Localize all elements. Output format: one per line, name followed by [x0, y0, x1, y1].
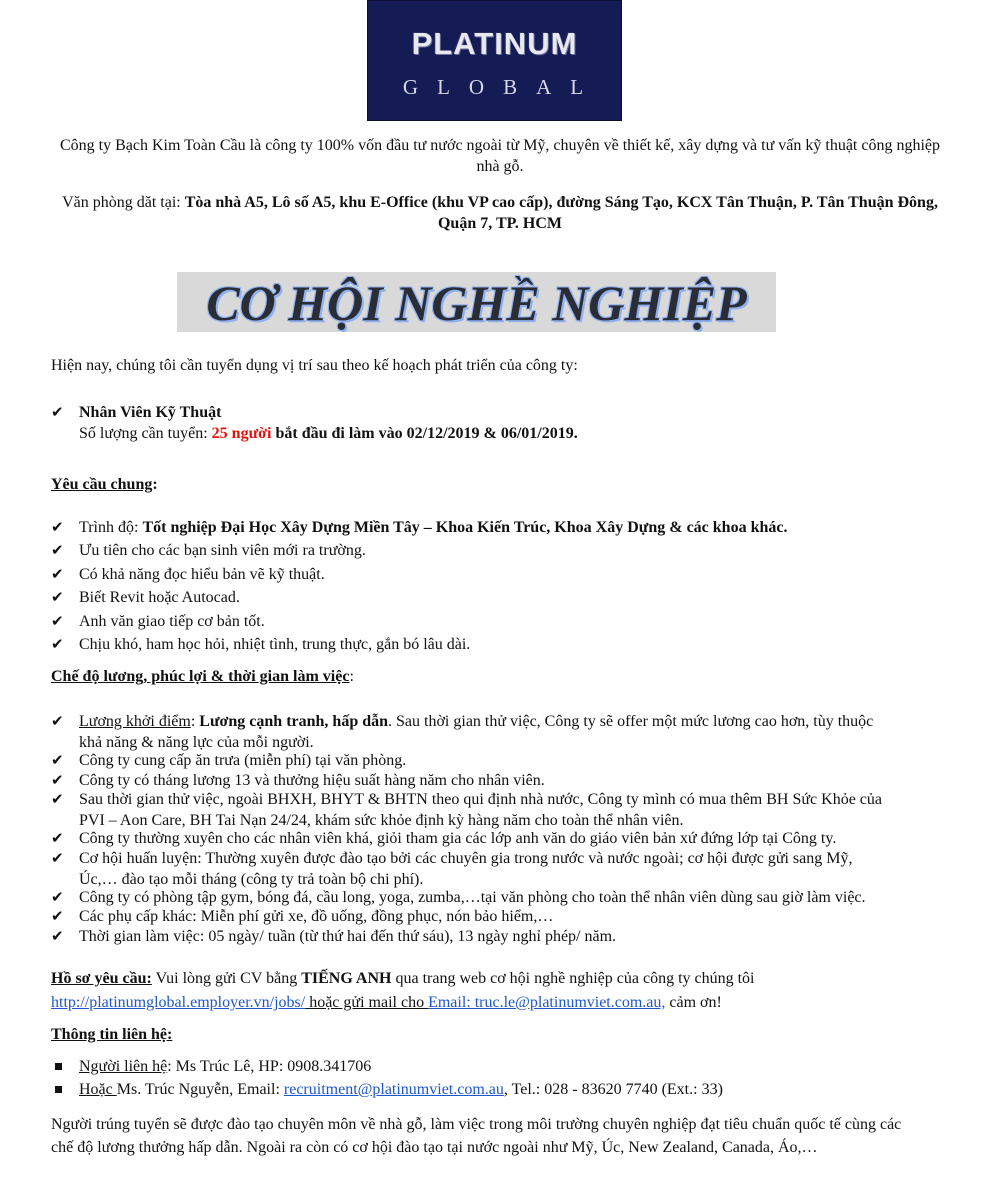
- check-icon: ✔: [51, 888, 64, 906]
- office-address-value: Tòa nhà A5, Lô số A5, khu E-Office (khu VP cao cấp), đường Sáng Tạo, KCX Tân Thuận, P. Tân Thuận Đông, Quận 7, TP. HCM: [184, 194, 938, 232]
- check-icon: ✔: [51, 849, 64, 867]
- check-icon: ✔: [51, 518, 64, 536]
- check-icon: ✔: [51, 829, 64, 847]
- jobs-url-link[interactable]: http://platinumglobal.employer.vn/jobs/: [51, 994, 306, 1011]
- qty-label: Số lượng cần tuyển:: [79, 425, 212, 442]
- office-label: Văn phòng dăt tại:: [62, 194, 185, 211]
- position-title: Nhân Viên Kỹ Thuật: [79, 404, 222, 421]
- bullet-square-icon: [55, 1063, 62, 1070]
- qty-start: bắt đầu đi làm vào 02/12/2019 & 06/01/2019.: [271, 425, 578, 442]
- check-icon: ✔: [51, 635, 64, 653]
- requirements-heading: Yêu cầu chung:: [51, 476, 158, 493]
- recruitment-email-link[interactable]: recruitment@platinumviet.com.au: [283, 1081, 504, 1098]
- office-address: [50, 192, 950, 234]
- check-icon: ✔: [51, 907, 64, 925]
- company-logo: [367, 0, 622, 121]
- check-icon: ✔: [51, 588, 64, 606]
- bullet-square-icon: [55, 1086, 62, 1093]
- job-posting-page: PLATINUM GLOBAL Công ty Bạch Kim Toàn Cầu là công ty 100% vốn đầu tư nước ngoài từ Mỹ, chuyên về thiết kế, xây dựng và tư vấn kỹ thuật công nghiệp nhà gỗ. Văn phòng dăt tại: Tòa nhà A5, Lô số A5, khu E-Office (khu VP cao cấp), đường Sáng Tạo, KCX Tân Thuận, P. Tân Thuận Đông, Quận 7, TP. HCM CƠ HỘI NGHỀ NGHIỆP Hiện nay, chúng tôi cần tuyển dụng vị trí sau theo kế hoạch phát triển của công ty: ✔ Nhân Viên Kỹ Thuật Số lượng cần tuyển: 25 người bắt đầu đi làm vào 02/12/2019 & 06/01/2019. Yêu cầu chung: ✔ Trình độ: Tốt nghiệp Đại Học Xây Dựng Miền Tây – Khoa Kiến Trúc, Khoa Xây Dựng & các khoa khác. ✔ Ưu tiên cho các bạn sinh viên mới ra trường. ✔ Có khả năng đọc hiểu bản vẽ kỹ thuật. ✔ Biết Revit hoặc Autocad. ✔ Anh văn giao tiếp cơ bản tốt. ✔ Chịu khó, ham học hỏi, nhiệt tình, trung thực, gắn bó lâu dài. Chế độ lương, phúc lợi & thời gian làm việc: ✔ Lương khởi điểm: Lương cạnh tranh, hấp dẫn. Sau thời gian thử việc, Công ty sẽ offer một mức lương cao hơn, tùy thuộc khả năng & năng lực của mỗi người. ✔ Công ty cung cấp ăn trưa (miễn phí) tại văn phòng. ✔ Công ty có tháng lương 13 và thưởng hiệu suất hàng năm cho nhân viên. ✔ Sau thời gian thử việc, ngoài BHXH, BHYT & BHTN theo qui định nhà nước, Công ty mình có mua thêm BH Sức Khỏe của PVI – Aon Care, BH Tai Nạn 24/24, khám sức khỏe định kỳ hàng năm cho toàn thể nhân viên. ✔ Công ty thường xuyên cho các nhân viên khá, giỏi tham gia các lớp anh văn do giáo viên bản xứ đứng lớp tại Công ty. ✔ Cơ hội huấn luyện: Thường xuyên được đào tạo bởi các chuyên gia trong nước và nước ngoài; cơ hội được gửi sang Mỹ, Úc,… đào tạo mỗi tháng (công ty trả toàn bộ chi phí). ✔ Công ty có phòng tập gym, bóng đá, cầu long, yoga, zumba,…tại văn phòng cho toàn thể nhân viên dùng sau giờ làm việc. ✔ Các phụ cấp khác: Miễn phí gửi xe, đồ uống, đồng phục, nón bảo hiểm,… ✔ Thời gian làm việc: 05 ngày/ tuần (từ thứ hai đến thứ sáu), 13 ngày nghỉ phép/ năm. Hồ sơ yêu cầu: Vui lòng gửi CV bằng TIẾNG ANH qua trang web cơ hội nghề nghiệp của công ty chúng tôi http://platinumglobal.employer.vn/jobs/ hoặc gửi mail cho Email: truc.le@platinumviet.com.au, cảm ơn! Thông tin liên hệ: Người liên hệ: Ms Trúc Lê, HP: 0908.341706 Hoặc Ms. Trúc Nguyễn, Email: recruitment@platinumviet.com.au, Tel.: 028 - 83620 7740 (Ext.: 33) Người trúng tuyển sẽ được đào tạo chuyên môn về nhà gỗ, làm việc trong môi trường chuyên nghiệp đạt tiêu chuẩn quốc tế cùng các chế độ lương thưởng hấp dẫn. Ngoài ra còn có cơ hội đào tạo tại nước ngoài như Mỹ, Úc, New Zealand, Canada, Áo,…: [0, 0, 1000, 1201]
- check-icon: ✔: [51, 541, 64, 559]
- career-banner: [177, 272, 776, 332]
- contact-heading: Thông tin liên hệ:: [51, 1026, 173, 1043]
- closing-paragraph: Người trúng tuyển sẽ được đào tạo chuyên môn về nhà gỗ, làm việc trong môi trường chuyên nghiệp đạt tiêu chuẩn quốc tế cùng các chế độ lương thưởng hấp dẫn. Ngoài ra còn có cơ hội đào tạo tại nước ngoài như Mỹ, Úc, New Zealand, Canada, Áo,…: [51, 1116, 902, 1156]
- check-icon: ✔: [51, 771, 64, 789]
- check-icon: ✔: [51, 612, 64, 630]
- application-info: Hồ sơ yêu cầu: Vui lòng gửi CV bằng TIẾNG ANH qua trang web cơ hội nghề nghiệp của công ty chúng tôi http://platinumglobal.employer.vn/jobs/ hoặc gửi mail cho Email: truc.le@platinumviet.com.au, cảm ơn!: [51, 970, 755, 1011]
- check-icon: ✔: [51, 712, 64, 730]
- logo-wordmark-top: PLATINUM: [411, 26, 578, 61]
- company-intro: Công ty Bạch Kim Toàn Cầu là công ty 100% vốn đầu tư nước ngoài từ Mỹ, chuyên về thiết kế, xây dựng và tư vấn kỹ thuật công nghiệp nhà gỗ.: [59, 137, 941, 175]
- logo-wordmark-bottom: GLOBAL: [402, 75, 603, 99]
- banner-title: CƠ HỘI NGHỀ NGHIỆP: [206, 275, 747, 331]
- check-icon: ✔: [51, 565, 64, 583]
- check-icon: ✔: [51, 790, 64, 808]
- check-icon: ✔: [51, 927, 64, 945]
- qty-value: 25 người: [211, 425, 272, 442]
- benefits-heading: Chế độ lương, phúc lợi & thời gian làm việc:: [51, 668, 354, 685]
- check-icon: ✔: [51, 751, 64, 769]
- lead-text: Hiện nay, chúng tôi cần tuyển dụng vị trí sau theo kế hoạch phát triển của công ty:: [51, 357, 578, 374]
- email-link[interactable]: Email: truc.le@platinumviet.com.au,: [428, 994, 666, 1011]
- check-icon: ✔: [51, 403, 64, 421]
